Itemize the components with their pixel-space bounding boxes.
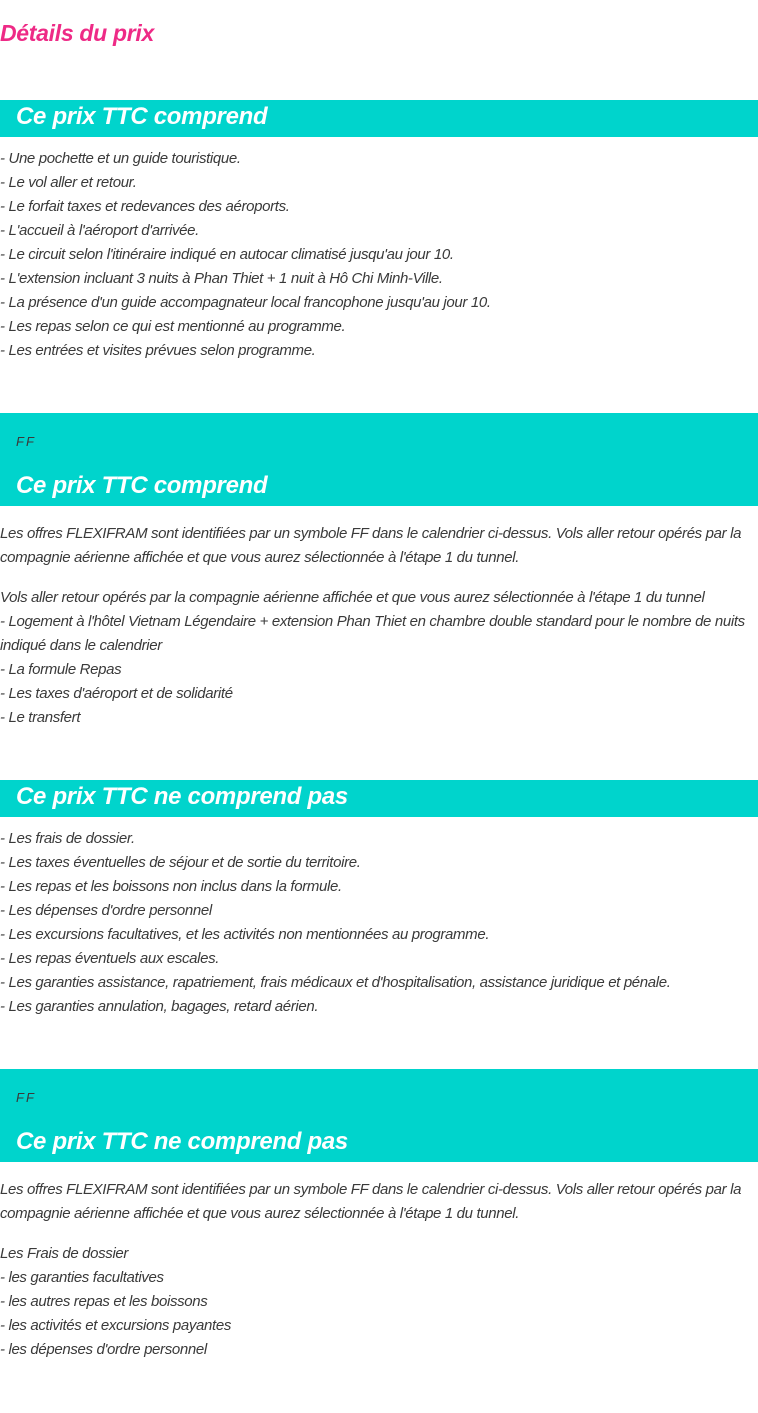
list-item: - Une pochette et un guide touristique.	[0, 150, 241, 167]
flexifram-not-included-list	[0, 1242, 750, 1362]
flexifram-included-list	[0, 586, 750, 730]
list-item: - les activités et excursions payantes	[0, 1317, 231, 1334]
list-item: - les dépenses d'ordre personnel	[0, 1341, 207, 1358]
list-item: Vols aller retour opérés par la compagnie aérienne affichée et que vous aurez sélectionnée à l'étape 1 du tunnel	[0, 589, 705, 606]
included-list	[0, 147, 750, 363]
list-item: - les autres repas et les boissons	[0, 1293, 208, 1310]
list-item: - L'extension incluant 3 nuits à Phan Thiet + 1 nuit à Hô Chi Minh-Ville.	[0, 270, 443, 287]
list-item: - La formule Repas	[0, 661, 122, 678]
ff-code: FF	[16, 434, 36, 449]
section-heading: Ce prix TTC ne comprend pas	[16, 783, 348, 810]
page-title: Détails du prix	[0, 20, 154, 46]
section-heading: Ce prix TTC comprend	[16, 103, 268, 130]
list-item: - Les garanties assistance, rapatriement, frais médicaux et d'hospitalisation, assistance juridique et pénale.	[0, 974, 671, 991]
section-header-included	[0, 100, 758, 137]
list-item: - Les entrées et visites prévues selon programme.	[0, 342, 316, 359]
list-item: - Les garanties annulation, bagages, retard aérien.	[0, 998, 319, 1015]
list-item: - Les repas et les boissons non inclus dans la formule.	[0, 878, 342, 895]
list-item: - Les excursions facultatives, et les activités non mentionnées au programme.	[0, 926, 490, 943]
list-item: - Les frais de dossier.	[0, 830, 135, 847]
list-item: - Le forfait taxes et redevances des aéroports.	[0, 198, 290, 215]
ff-code: FF	[16, 1090, 36, 1105]
list-item: - les garanties facultatives	[0, 1269, 164, 1286]
list-item: - Le vol aller et retour.	[0, 174, 137, 191]
section-header-not-included	[0, 780, 758, 817]
list-item: - Les taxes d'aéroport et de solidarité	[0, 685, 233, 702]
list-item: Les Frais de dossier	[0, 1245, 129, 1262]
list-item: - Le transfert	[0, 709, 81, 726]
not-included-list	[0, 827, 750, 1019]
list-item: - Logement à l'hôtel Vietnam Légendaire + extension Phan Thiet en chambre double standard pour le nombre de nuits indiqué dans le calendrier	[0, 613, 745, 654]
list-item: - L'accueil à l'aéroport d'arrivée.	[0, 222, 199, 239]
section-header-flexifram-included	[0, 413, 758, 506]
list-item: - La présence d'un guide accompagnateur local francophone jusqu'au jour 10.	[0, 294, 491, 311]
section-heading: Ce prix TTC ne comprend pas	[16, 1128, 348, 1155]
list-item: - Les repas selon ce qui est mentionné au programme.	[0, 318, 346, 335]
list-item: - Les repas éventuels aux escales.	[0, 950, 220, 967]
section-header-flexifram-not-included	[0, 1069, 758, 1162]
list-item: - Les dépenses d'ordre personnel	[0, 902, 212, 919]
flexifram-intro: Les offres FLEXIFRAM sont identifiées par un symbole FF dans le calendrier ci-dessus. Vols aller retour opérés par la compagnie aérienne affichée et que vous aurez sélectionnée à l'étape 1 du tunnel.	[0, 1181, 742, 1222]
section-heading: Ce prix TTC comprend	[16, 472, 268, 499]
flexifram-intro: Les offres FLEXIFRAM sont identifiées par un symbole FF dans le calendrier ci-dessus. Vols aller retour opérés par la compagnie aérienne affichée et que vous aurez sélectionnée à l'étape 1 du tunnel.	[0, 525, 742, 566]
list-item: - Les taxes éventuelles de séjour et de sortie du territoire.	[0, 854, 361, 871]
list-item: - Le circuit selon l'itinéraire indiqué en autocar climatisé jusqu'au jour 10.	[0, 246, 454, 263]
